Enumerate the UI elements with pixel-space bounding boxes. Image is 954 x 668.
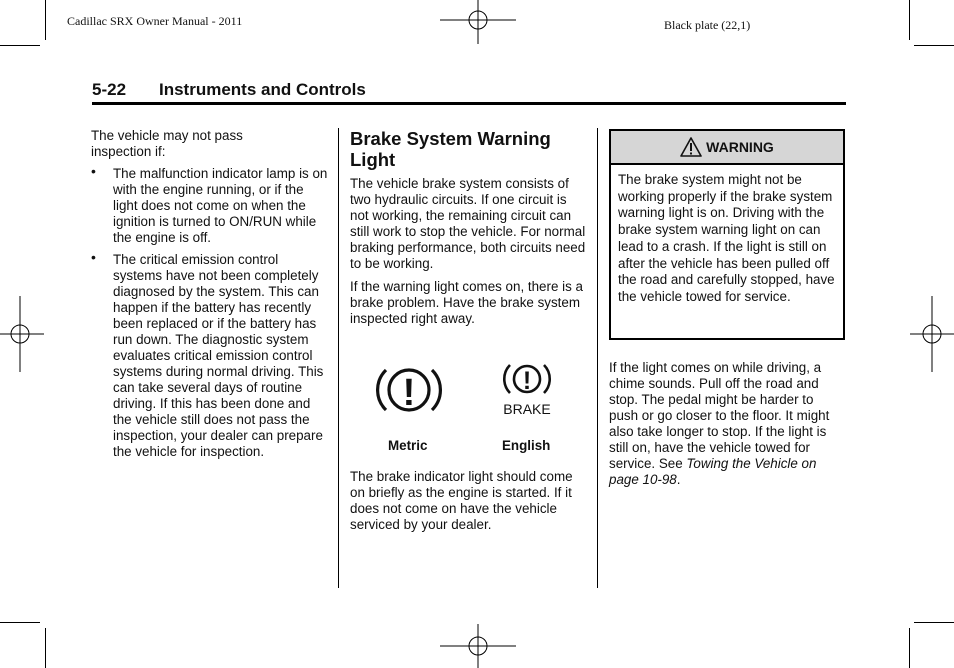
svg-text:BRAKE: BRAKE (503, 401, 551, 417)
section-heading (92, 80, 846, 105)
see-suffix: . (676, 472, 681, 487)
english-label: English (502, 438, 551, 453)
crop-mark (909, 628, 910, 668)
manual-title: Cadillac SRX Owner Manual - 2011 (67, 14, 243, 28)
crop-mark (0, 45, 40, 46)
paragraph: The vehicle brake system consists of two hydraulic circuits. If one circuit is not working, the remaining circuit can still work to stop the vehicle. For normal braking performance, both circuits need to be working. (350, 176, 586, 271)
section-number: 5-22 (92, 80, 127, 99)
column-1 (91, 128, 329, 466)
cross-reference-link[interactable]: Towing the Vehicle on page 10-98 (609, 456, 817, 487)
warning-box (609, 129, 845, 340)
brake-warning-metric-icon (376, 363, 442, 417)
section-title: Instruments and Controls (159, 80, 366, 99)
column-divider (338, 128, 339, 588)
warning-header (611, 131, 843, 165)
warning-text: The brake system might not be working properly if the brake system warning light is on. Driving with the brake system warning light on can lead to a crash. If the light is still on after the vehicle has been pulled off the road and carefully stopped, have the vehicle towed for service. (618, 172, 835, 304)
metric-label: Metric (388, 438, 428, 453)
column-divider (597, 128, 598, 588)
crop-mark (0, 622, 40, 623)
brake-warning-english-icon (500, 360, 554, 418)
bullet-icon: • (91, 163, 96, 179)
warning-label: WARNING (706, 139, 774, 155)
registration-mark-icon (440, 624, 516, 668)
warning-triangle-icon (680, 137, 702, 157)
paragraph-main: If the light comes on while driving, a chime sounds. Pull off the road and stop. The pedal might be harder to push or go closer to the floor. It might also take longer to stop. If the light is still on, have the vehicle towed for service. (609, 360, 830, 471)
crop-mark (909, 0, 910, 40)
svg-text:!: ! (522, 367, 532, 395)
column-3-text (609, 360, 843, 488)
registration-mark-icon (0, 296, 44, 372)
paragraph: If the warning light comes on, there is a brake problem. Have the brake system inspected right away. (350, 279, 583, 326)
crop-mark (914, 45, 954, 46)
bullet-icon: • (91, 249, 96, 265)
bullet-text: The malfunction indicator lamp is on with the engine running, or if the light does not come on when the ignition is turned to ON/RUN while the engine is off. (113, 166, 328, 245)
paragraph (609, 360, 843, 488)
bullet-list (91, 163, 329, 460)
paragraph: The brake indicator light should come on briefly as the engine is started. If it does not come on have the vehicle serviced by your dealer. (350, 469, 573, 532)
crop-mark (914, 622, 954, 623)
crop-mark (45, 0, 46, 40)
registration-mark-icon (440, 0, 516, 44)
intro-text: The vehicle may not pass inspection if: (91, 128, 243, 159)
bullet-text: The critical emission control systems have not been completely diagnosed by the system. This can happen if the battery has recently been replaced or if the battery has run down. The diagnostic system evaluates critical emission control systems during normal driving. This can take several days of routine driving. If this has been done and the vehicle still does not pass the inspection, your dealer can prepare the vehicle for inspection. (113, 252, 324, 459)
list-item (91, 249, 329, 460)
plate-label: Black plate (22,1) (664, 18, 751, 32)
column-2 (350, 128, 586, 327)
list-item (91, 163, 329, 246)
registration-mark-icon (910, 296, 954, 372)
subsection-title: Brake System Warning Light (350, 128, 551, 170)
crop-mark (45, 628, 46, 668)
svg-text:!: ! (402, 372, 416, 414)
see-prefix: See (658, 456, 687, 471)
